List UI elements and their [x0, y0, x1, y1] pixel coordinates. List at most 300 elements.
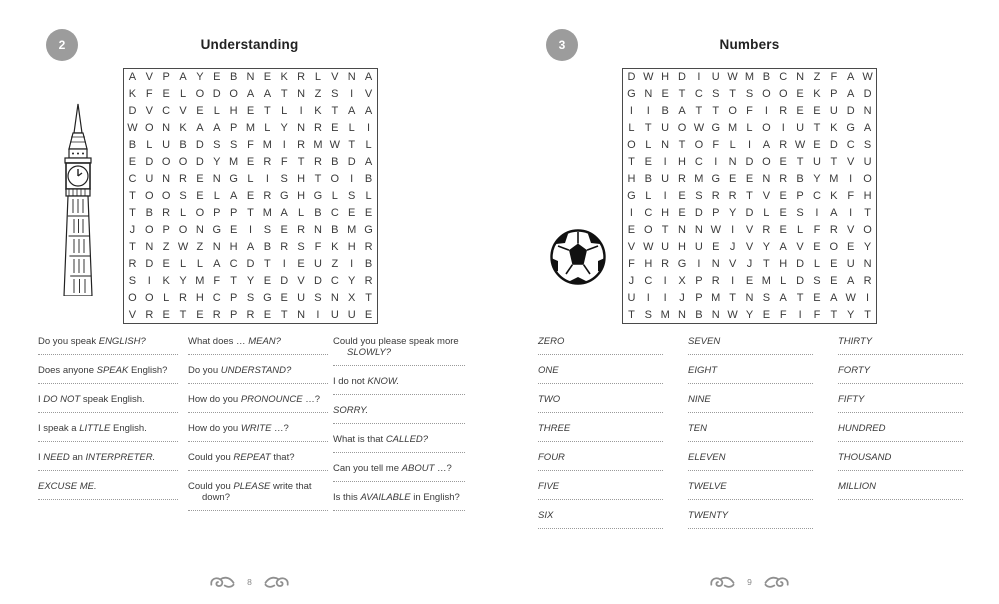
grid-letter: I	[714, 156, 718, 169]
grid-letter: C	[779, 71, 788, 84]
answer-dotted-line	[333, 452, 465, 453]
grid-letter: M	[660, 308, 670, 321]
grid-letter: S	[331, 88, 339, 101]
phrase-text: What is that CALLED?	[333, 434, 429, 445]
grid-letter: U	[297, 291, 306, 304]
grid-letter: S	[280, 173, 288, 186]
phrase-text: THOUSAND	[838, 452, 892, 463]
answer-dotted-line	[538, 441, 663, 442]
phrase-text: SEVEN	[688, 336, 721, 347]
grid-letter: I	[697, 257, 701, 270]
grid-letter: S	[712, 88, 720, 101]
grid-letter: U	[661, 240, 670, 253]
grid-letter: C	[128, 173, 137, 186]
grid-letter: R	[263, 156, 272, 169]
grid-letter: R	[364, 274, 373, 287]
grid-letter: T	[314, 173, 322, 186]
grid-letter: R	[128, 257, 137, 270]
grid-letter: N	[212, 240, 221, 253]
answer-dotted-line	[38, 354, 178, 355]
grid-letter: C	[644, 206, 653, 219]
grid-letter: G	[627, 88, 636, 101]
grid-letter: E	[779, 156, 787, 169]
grid-letter: T	[813, 122, 821, 135]
grid-letter: Y	[847, 308, 855, 321]
grid-letter: B	[661, 105, 669, 118]
grid-letter: F	[847, 189, 855, 202]
word-search-grid	[123, 68, 378, 324]
grid-letter: T	[263, 257, 271, 270]
grid-letter: V	[145, 71, 153, 84]
grid-letter: T	[129, 206, 136, 219]
grid-letter: I	[629, 105, 633, 118]
grid-letter: E	[779, 223, 787, 236]
grid-letter: T	[830, 308, 838, 321]
grid-letter: C	[330, 206, 339, 219]
grid-letter: V	[627, 240, 636, 253]
grid-letter: L	[196, 257, 203, 270]
grid-letter: A	[762, 139, 771, 152]
answer-dotted-line	[333, 365, 465, 366]
grid-letter: O	[677, 122, 687, 135]
grid-letter: E	[712, 240, 720, 253]
grid-letter: B	[229, 71, 238, 84]
grid-letter: E	[779, 189, 787, 202]
phrase-text: Do you speak ENGLISH?	[38, 336, 146, 347]
grid-letter: G	[846, 122, 855, 135]
phrase-entry	[38, 452, 178, 471]
grid-letter: W	[794, 139, 806, 152]
answer-dotted-line	[838, 441, 963, 442]
grid-letter: H	[678, 240, 686, 253]
grid-letter: Z	[331, 257, 339, 270]
grid-letter: L	[746, 122, 753, 135]
grid-letter: U	[145, 173, 154, 186]
grid-letter: E	[162, 257, 170, 270]
grid-letter: T	[628, 308, 635, 321]
answer-dotted-line	[188, 354, 328, 355]
grid-letter: I	[866, 291, 870, 304]
grid-letter: F	[813, 223, 821, 236]
answer-dotted-line	[333, 481, 465, 482]
grid-letter: U	[796, 122, 805, 135]
grid-letter: E	[830, 274, 838, 287]
grid-letter: P	[695, 291, 703, 304]
grid-letter: V	[331, 71, 339, 84]
grid-letter: P	[695, 274, 703, 287]
grid-letter: N	[863, 105, 872, 118]
grid-letter: L	[628, 122, 635, 135]
grid-letter: M	[313, 139, 323, 152]
grid-letter: N	[313, 223, 322, 236]
grid-letter: I	[663, 291, 667, 304]
grid-letter: O	[627, 139, 636, 152]
phrase-entry	[688, 423, 813, 442]
grid-letter: G	[627, 189, 636, 202]
grid-letter: C	[229, 257, 238, 270]
grid-letter: L	[179, 206, 187, 219]
grid-letter: S	[863, 139, 872, 152]
grid-letter: S	[213, 139, 221, 152]
phrase-entry	[838, 336, 963, 355]
phrase-text: MILLION	[838, 481, 877, 492]
grid-letter: O	[778, 88, 788, 101]
grid-letter: N	[347, 71, 356, 84]
phrase-entry	[538, 481, 663, 500]
phrase-text: Could you PLEASE write that down?	[188, 481, 312, 503]
grid-letter: E	[796, 88, 804, 101]
grid-letter: W	[329, 139, 341, 152]
grid-letter: H	[661, 71, 670, 84]
grid-letter: T	[348, 139, 356, 152]
grid-letter: R	[212, 308, 221, 321]
soccer-ball-illustration	[549, 226, 609, 290]
grid-letter: I	[248, 223, 253, 236]
grid-letter: B	[128, 139, 137, 152]
grid-letter: E	[813, 291, 821, 304]
grid-letter: N	[728, 156, 737, 169]
grid-letter: U	[829, 105, 838, 118]
grid-letter: O	[178, 156, 188, 169]
grid-letter: A	[246, 240, 255, 253]
grid-letter: E	[813, 240, 821, 253]
grid-letter: D	[829, 139, 838, 152]
grid-letter: E	[364, 308, 373, 321]
grid-letter: D	[212, 88, 221, 101]
grid-letter: N	[678, 308, 686, 321]
grid-letter: J	[129, 223, 136, 236]
grid-letter: I	[781, 122, 785, 135]
grid-letter: L	[213, 105, 220, 118]
grid-letter: U	[661, 173, 670, 186]
grid-letter: B	[695, 308, 703, 321]
grid-letter: Y	[213, 156, 221, 169]
page-footer	[0, 572, 499, 592]
grid-letter: Z	[314, 88, 322, 101]
grid-letter: C	[812, 189, 821, 202]
grid-letter: S	[813, 274, 821, 287]
grid-letter: N	[145, 240, 154, 253]
phrase-entry	[538, 423, 663, 442]
phrase-entry	[188, 452, 328, 471]
grid-letter: L	[645, 189, 652, 202]
grid-letter: V	[762, 189, 771, 202]
grid-letter: R	[863, 274, 872, 287]
grid-letter: C	[694, 88, 703, 101]
phrase-entry	[188, 423, 328, 442]
grid-letter: I	[663, 156, 667, 169]
grid-letter: A	[364, 71, 373, 84]
grid-letter: M	[711, 291, 721, 304]
grid-letter: T	[729, 88, 736, 101]
grid-letter: O	[829, 240, 839, 253]
grid-letter: O	[863, 173, 872, 186]
grid-letter: U	[661, 122, 670, 135]
page-number: 9	[747, 577, 752, 587]
grid-letter: B	[762, 71, 771, 84]
grid-letter: Z	[813, 71, 821, 84]
grid-letter: T	[230, 274, 237, 287]
grid-letter: I	[849, 173, 853, 186]
grid-letter: S	[263, 223, 272, 236]
grid-letter: R	[162, 206, 171, 219]
grid-letter: M	[262, 206, 272, 219]
grid-letter: I	[316, 308, 320, 321]
grid-letter: W	[727, 71, 738, 84]
page-number: 8	[247, 577, 252, 587]
grid-letter: N	[678, 223, 686, 236]
grid-letter: Y	[196, 71, 204, 84]
grid-letter: E	[196, 105, 204, 118]
grid-letter: I	[731, 274, 735, 287]
grid-letter: P	[162, 223, 170, 236]
phrase-entry	[188, 336, 328, 355]
grid-letter: D	[195, 139, 204, 152]
grid-letter: O	[694, 139, 704, 152]
grid-letter: E	[644, 156, 652, 169]
grid-letter: P	[162, 71, 170, 84]
grid-letter: T	[678, 139, 686, 152]
grid-letter: R	[280, 240, 289, 253]
grid-letter: Y	[179, 274, 187, 287]
grid-letter: V	[745, 240, 754, 253]
grid-letter: H	[661, 206, 670, 219]
grid-letter: W	[127, 122, 138, 135]
phrase-text: How do you PRONOUNCE …?	[188, 394, 321, 405]
grid-letter: J	[746, 257, 753, 270]
grid-letter: R	[297, 223, 306, 236]
grid-letter: R	[313, 156, 322, 169]
grid-letter: E	[196, 308, 204, 321]
phrase-column-2	[188, 336, 328, 521]
page-footer	[500, 572, 999, 592]
grid-letter: O	[178, 223, 188, 236]
grid-letter: T	[365, 291, 372, 304]
grid-letter: V	[728, 257, 737, 270]
grid-letter: W	[845, 291, 856, 304]
answer-dotted-line	[333, 423, 465, 424]
grid-letter: A	[348, 105, 356, 118]
grid-letter: B	[331, 156, 339, 169]
grid-letter: R	[661, 257, 670, 270]
grid-letter: S	[179, 189, 187, 202]
grid-letter: G	[263, 291, 272, 304]
grid-letter: T	[864, 308, 871, 321]
phrase-entry	[538, 336, 663, 355]
grid-letter: U	[162, 139, 171, 152]
grid-letter: K	[314, 105, 322, 118]
grid-letter: P	[229, 291, 238, 304]
grid-letter: H	[229, 105, 238, 118]
phrase-text: NINE	[688, 394, 711, 405]
grid-letter: B	[796, 173, 804, 186]
grid-letter: R	[829, 223, 838, 236]
grid-letter: I	[646, 291, 650, 304]
phrase-column-1	[38, 336, 178, 510]
grid-letter: N	[644, 88, 653, 101]
grid-letter: E	[196, 189, 204, 202]
grid-letter: F	[213, 274, 221, 287]
grid-letter: T	[247, 206, 254, 219]
grid-letter: L	[247, 173, 254, 186]
grid-letter: R	[711, 274, 720, 287]
grid-letter: N	[246, 71, 255, 84]
phrase-text: THIRTY	[838, 336, 873, 347]
phrase-text: FOUR	[538, 452, 565, 463]
grid-letter: B	[364, 173, 373, 186]
grid-letter: P	[229, 308, 238, 321]
answer-dotted-line	[688, 441, 813, 442]
answer-dotted-line	[538, 528, 663, 529]
grid-letter: O	[145, 122, 154, 135]
grid-letter: O	[330, 173, 340, 186]
grid-letter: D	[678, 71, 686, 84]
answer-dotted-line	[688, 383, 813, 384]
grid-letter: I	[849, 206, 853, 219]
grid-letter: L	[146, 139, 153, 152]
grid-letter: U	[846, 257, 855, 270]
phrase-text: TWO	[538, 394, 561, 405]
grid-letter: L	[298, 206, 305, 219]
grid-letter: I	[697, 71, 701, 84]
grid-letter: D	[796, 274, 805, 287]
phrase-text: I speak a LITTLE English.	[38, 423, 147, 434]
grid-letter: S	[348, 189, 356, 202]
grid-letter: L	[348, 122, 355, 135]
grid-letter: P	[796, 189, 804, 202]
grid-letter: T	[712, 105, 720, 118]
grid-letter: N	[162, 173, 171, 186]
grid-letter: V	[847, 223, 855, 236]
phrase-entry	[188, 394, 328, 413]
grid-letter: K	[830, 122, 838, 135]
phrase-text: I NEED an INTERPRETER.	[38, 452, 156, 463]
grid-letter: Y	[813, 173, 821, 186]
grid-letter: T	[661, 223, 669, 236]
grid-letter: V	[364, 88, 373, 101]
grid-letter: S	[745, 88, 754, 101]
grid-letter: I	[798, 308, 802, 321]
answer-dotted-line	[838, 383, 963, 384]
phrase-text: THREE	[538, 423, 571, 434]
grid-letter: V	[847, 156, 855, 169]
grid-letter: F	[628, 257, 635, 270]
grid-letter: M	[728, 122, 738, 135]
word-column-1	[538, 336, 663, 539]
phrase-text: SIX	[538, 510, 554, 521]
phrase-entry	[333, 434, 465, 453]
grid-letter: E	[162, 308, 170, 321]
answer-dotted-line	[688, 470, 813, 471]
grid-letter: E	[728, 173, 737, 186]
grid-letter: A	[847, 88, 855, 101]
grid-letter: A	[213, 122, 221, 135]
grid-letter: M	[744, 71, 755, 84]
grid-letter: I	[282, 257, 286, 270]
grid-letter: F	[813, 308, 821, 321]
grid-letter: V	[128, 308, 137, 321]
grid-letter: E	[779, 206, 787, 219]
grid-letter: E	[796, 105, 804, 118]
phrase-entry	[188, 365, 328, 384]
grid-letter: D	[246, 257, 255, 270]
phrase-entry	[538, 394, 663, 413]
answer-dotted-line	[838, 499, 963, 500]
phrase-text: Can you tell me ABOUT …?	[333, 463, 452, 474]
grid-letter: N	[745, 291, 754, 304]
phrase-entry	[333, 336, 465, 366]
grid-letter: A	[280, 206, 288, 219]
grid-letter: T	[331, 105, 339, 118]
phrase-text: SORRY.	[333, 405, 369, 416]
grid-letter: T	[628, 156, 635, 169]
phrase-text: FIFTY	[838, 394, 865, 405]
grid-letter: T	[129, 189, 136, 202]
grid-letter: E	[813, 105, 821, 118]
grid-letter: A	[847, 274, 855, 287]
grid-letter: E	[128, 156, 137, 169]
grid-letter: Z	[162, 240, 170, 253]
grid-letter: R	[179, 173, 187, 186]
phrase-text: Could you REPEAT that?	[188, 452, 295, 463]
grid-letter: K	[830, 189, 838, 202]
grid-letter: A	[179, 71, 187, 84]
grid-letter: A	[196, 122, 204, 135]
grid-letter: E	[246, 156, 255, 169]
grid-letter: W	[710, 223, 721, 236]
grid-letter: N	[711, 257, 720, 270]
grid-letter: L	[780, 274, 787, 287]
grid-letter: W	[643, 71, 654, 84]
grid-letter: B	[179, 139, 187, 152]
grid-letter: M	[761, 274, 771, 287]
grid-letter: Y	[728, 206, 737, 219]
phrase-entry	[838, 452, 963, 471]
grid-letter: U	[863, 156, 872, 169]
grid-letter: R	[779, 139, 788, 152]
grid-letter: R	[779, 105, 788, 118]
phrase-text: TWENTY	[688, 510, 729, 521]
grid-letter: I	[747, 139, 752, 152]
grid-letter: G	[212, 223, 222, 236]
grid-letter: F	[712, 139, 720, 152]
grid-letter: G	[313, 189, 323, 202]
grid-letter: S	[695, 189, 703, 202]
grid-letter: U	[313, 257, 322, 270]
grid-letter: W	[727, 308, 738, 321]
grid-letter: G	[711, 122, 721, 135]
grid-letter: E	[745, 173, 754, 186]
grid-letter: R	[179, 291, 187, 304]
grid-letter: N	[195, 223, 204, 236]
answer-dotted-line	[538, 499, 663, 500]
grid-letter: O	[229, 88, 238, 101]
grid-letter: S	[297, 240, 305, 253]
grid-letter: E	[678, 206, 686, 219]
word-search-grid	[622, 68, 877, 324]
grid-letter: E	[348, 206, 356, 219]
phrase-text: TEN	[688, 423, 707, 434]
grid-letter: W	[693, 122, 705, 135]
grid-letter: N	[694, 223, 703, 236]
flourish-icon	[208, 574, 236, 590]
phrase-text: TWELVE	[688, 481, 727, 492]
grid-letter: A	[364, 156, 373, 169]
grid-letter: X	[678, 274, 686, 287]
phrase-text: Do you UNDERSTAND?	[188, 365, 292, 376]
answer-dotted-line	[38, 412, 178, 413]
grid-letter: D	[128, 105, 137, 118]
